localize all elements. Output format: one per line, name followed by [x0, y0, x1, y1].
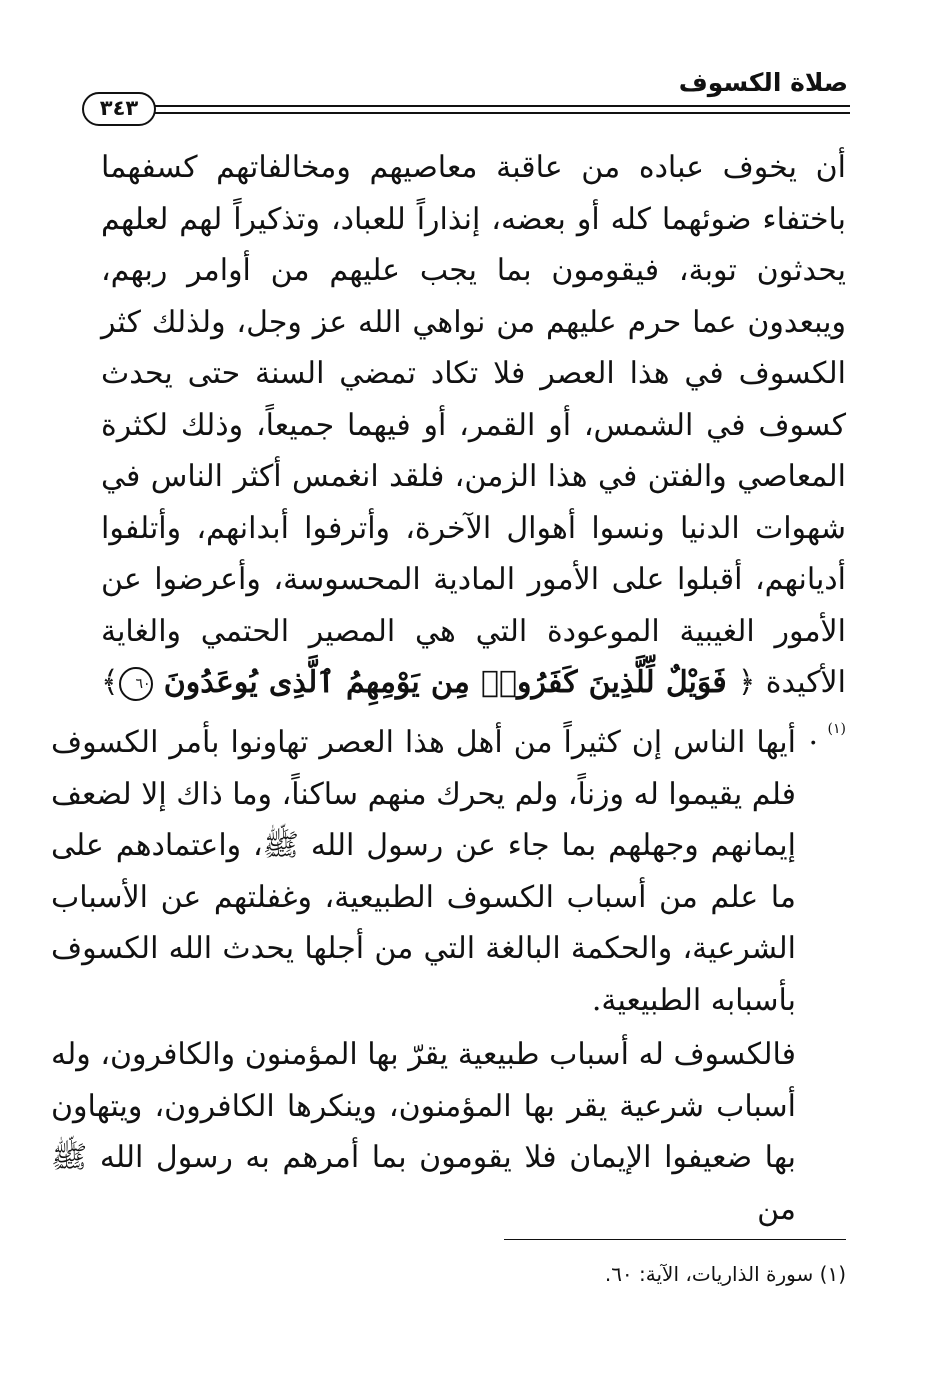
footnote-reference-1[interactable]: (١) — [827, 720, 846, 737]
page-number-badge — [82, 92, 156, 126]
paragraph-1 — [101, 142, 846, 760]
paragraph-1-text: أن يخوف عباده من عاقبة معاصيهم ومخالفاتهم كسفهما باختفاء ضوئهما كله أو بعضه، إنذاراً للعباد، وتذكيراً لهم لعلهم يحدثون توبة، فيقومون بما يجب عليهم من أوامر ربهم، ويبعدون عما حرم عليهم من نواهي الله عز وجل، ولذلك كثر الكسوف في هذا العصر فلا تكاد تمضي السنة حتى يحدث كسوف في الشمس، أو القمر، أو فيهما جميعاً، وذلك لكثرة المعاصي والفتن في هذا الزمن، فلقد انغمس أكثر الناس في شهوات الدنيا ونسوا أهوال الآخرة، وأترفوا أبدانهم، وأتلفوا أديانهم، أقبلوا على الأمور المادية المحسوسة، وأعرضوا عن الأمور الغيبية الموعودة التي هي المصير الحتمي والغاية الأكيدة — [101, 150, 846, 700]
page-number: ٣٤٣ — [99, 96, 139, 120]
quran-quote — [101, 665, 755, 700]
quran-close-brace: ﴾ — [101, 665, 119, 700]
paragraph-2: أيها الناس إن كثيراً من أهل هذا العصر تهاونوا بأمر الكسوف فلم يقيموا له وزناً، ولم يحرك منهم ساكناً، وما ذاك إلا لضعف إيمانهم وجهلهم بما جاء عن رسول الله ﷺ، واعتمادهم على ما علم من أسباب الكسوف الطبيعية، وغفلتهم عن الأسباب الشرعية، والحكمة البالغة التي من أجلها يحدث الله الكسوف بأسبابه الطبيعية. — [51, 725, 796, 1018]
running-title: صلاة الكسوف — [678, 68, 848, 97]
paragraph-3: فالكسوف له أسباب طبيعية يقرّ بها المؤمنون والكافرون، وله أسباب شرعية يقر بها المؤمنون، وينكرها الكافرون، ويتهاون بها ضعيفوا الإيمان فلا يقومون بما أمرهم به رسول الله ﷺ من — [51, 1037, 796, 1227]
quran-open-brace: ﴿ — [737, 665, 756, 700]
paragraph-1-end: . — [808, 716, 828, 752]
ayah-number-marker: ٦٠ — [119, 667, 153, 701]
footnote-1: (١) سورة الذاريات، الآية: ٦٠. — [604, 1262, 846, 1286]
header-rule — [150, 105, 850, 114]
quran-verse: فَوَيْلٌ لِّلَّذِينَ كَفَرُوا۟ مِن يَوْمِهِمُ ٱلَّذِى يُوعَدُونَ — [163, 665, 727, 700]
footnote-separator — [504, 1239, 846, 1240]
